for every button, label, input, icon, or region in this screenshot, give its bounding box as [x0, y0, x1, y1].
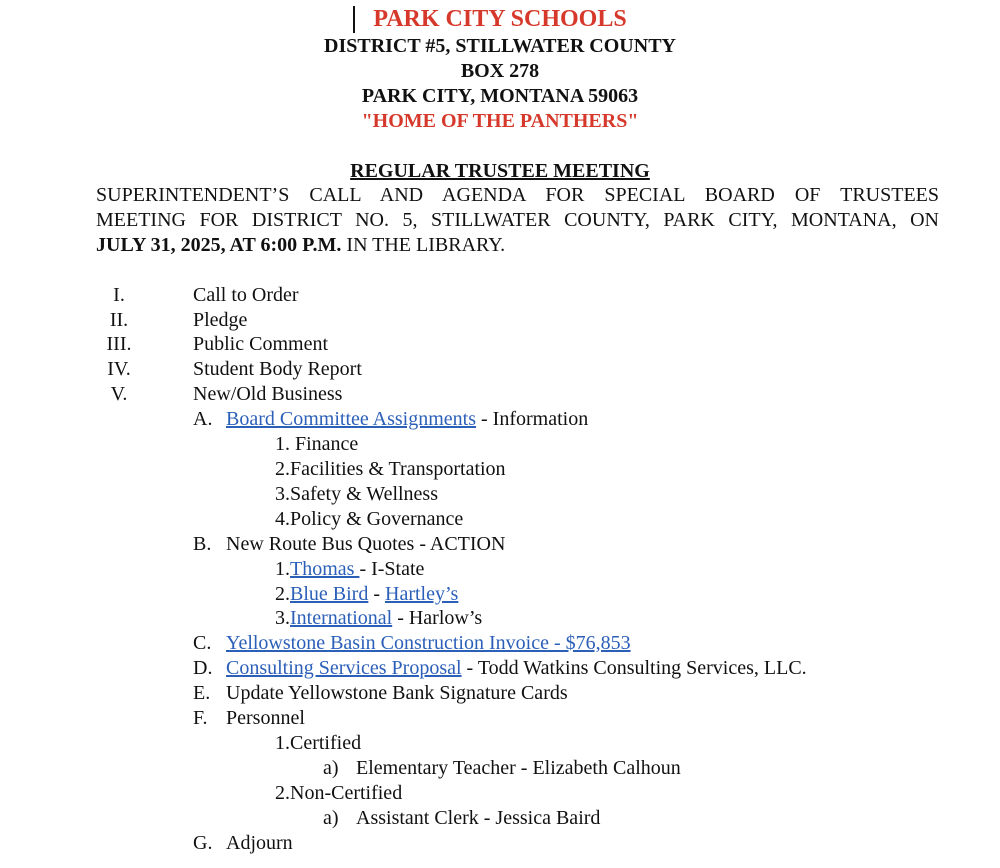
business-item-g: Adjourn [226, 832, 293, 854]
agenda-num-ii: II. [109, 309, 129, 331]
business-letter-c: C. [193, 632, 212, 654]
consulting-proposal-link[interactable]: Consulting Services Proposal [226, 657, 462, 679]
city-line: PARK CITY, MONTANA 59063 [361, 85, 639, 107]
bus-quote-blue-bird [275, 582, 458, 606]
thomas-link[interactable]: Thomas [290, 558, 360, 580]
agenda-item-student-body-report: Student Body Report [193, 358, 362, 380]
personnel-certified-letter: a) [323, 757, 339, 779]
personnel-certified: 1.Certified [275, 732, 362, 754]
school-name: PARK CITY SCHOOLS [373, 6, 627, 32]
business-letter-g: G. [193, 832, 213, 854]
agenda-item-new-old-business: New/Old Business [193, 383, 343, 405]
bus-quote-sep: - [368, 583, 386, 605]
blue-bird-link[interactable]: Blue Bird [290, 583, 369, 605]
subitem-finance: 1. Finance [275, 433, 359, 455]
intro-line-1: SUPERINTENDENT’S CALL AND AGENDA FOR SPECIAL BOARD OF TRUSTEES [96, 184, 939, 206]
personnel-non-certified: 2.Non-Certified [275, 782, 403, 804]
business-letter-d: D. [193, 657, 213, 679]
agenda-item-pledge: Pledge [193, 309, 248, 331]
agenda-item-public-comment: Public Comment [193, 333, 328, 355]
bus-quote-num-3: 3. [275, 607, 290, 629]
bus-quote-international [275, 606, 482, 630]
agenda-num-iv: IV. [107, 358, 131, 380]
business-item-d [226, 656, 807, 680]
personnel-certified-item: Elementary Teacher - Elizabeth Calhoun [356, 757, 681, 779]
business-letter-b: B. [193, 533, 212, 555]
meeting-date: JULY 31, 2025, AT 6:00 P.M. [96, 234, 342, 256]
international-link[interactable]: International [290, 607, 393, 629]
business-letter-a: A. [193, 408, 213, 430]
intro-line-3 [96, 233, 939, 257]
bus-quote-num-2: 2. [275, 583, 290, 605]
hartleys-link[interactable]: Hartley’s [385, 583, 459, 605]
business-item-c [226, 631, 631, 655]
construction-invoice-link[interactable]: Yellowstone Basin Construction Invoice - $76,853 [226, 632, 631, 654]
personnel-non-certified-item: Assistant Clerk - Jessica Baird [356, 807, 601, 829]
subitem-safety-wellness: 3.Safety & Wellness [275, 483, 438, 505]
agenda-item-call-to-order: Call to Order [193, 284, 299, 306]
subitem-facilities-transportation: 2.Facilities & Transportation [275, 458, 506, 480]
district-line: DISTRICT #5, STILLWATER COUNTY [324, 35, 676, 57]
bus-quote-thomas-rest: - I-State [359, 558, 425, 580]
bus-quote-international-rest: - Harlow’s [392, 607, 483, 629]
bus-quote-thomas [275, 557, 424, 581]
intro-line-2: MEETING FOR DISTRICT NO. 5, STILLWATER COUNTY, PARK CITY, MONTANA, ON [96, 209, 939, 231]
agenda-num-i: I. [113, 284, 125, 306]
board-committee-assignments-link[interactable]: Board Committee Assignments [226, 408, 476, 430]
subitem-policy-governance: 4.Policy & Governance [275, 508, 464, 530]
personnel-non-certified-letter: a) [323, 807, 339, 829]
box-line: BOX 278 [460, 60, 540, 82]
agenda-num-iii: III. [106, 333, 132, 355]
business-letter-e: E. [193, 682, 211, 704]
business-item-a-rest: - Information [476, 408, 589, 430]
meeting-title: REGULAR TRUSTEE MEETING [350, 160, 650, 182]
meeting-location: IN THE LIBRARY. [341, 234, 506, 256]
business-letter-f: F. [193, 707, 208, 729]
bus-quote-num-1: 1. [275, 558, 290, 580]
business-item-f: Personnel [226, 707, 305, 729]
motto-line: "HOME OF THE PANTHERS" [361, 110, 639, 132]
business-item-d-rest: - Todd Watkins Consulting Services, LLC. [461, 657, 807, 679]
agenda-num-v: V. [110, 383, 128, 405]
business-item-a [226, 407, 588, 431]
business-item-e: Update Yellowstone Bank Signature Cards [226, 682, 568, 704]
business-item-b: New Route Bus Quotes - ACTION [226, 533, 506, 555]
